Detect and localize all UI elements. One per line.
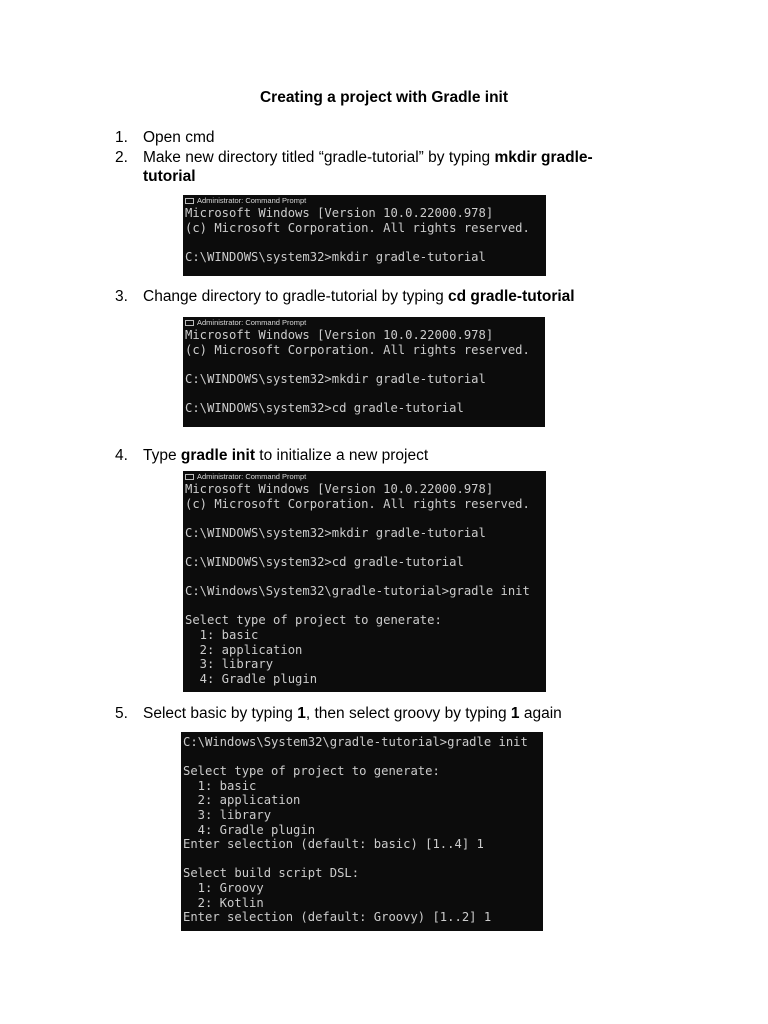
step-text [143, 446, 428, 465]
step-text [143, 287, 575, 306]
terminal-line: C:\Windows\System32\gradle-tutorial>gradle init [183, 735, 528, 749]
terminal-line: 2: application [183, 793, 301, 808]
window-title-bar [183, 317, 545, 328]
command-prompt-screenshot [183, 195, 546, 276]
step-number: 3. [115, 288, 128, 305]
step-text-plain: Make new directory titled “gradle-tutorial” by typing [143, 149, 495, 166]
terminal-output [181, 735, 543, 925]
terminal-line [185, 357, 545, 372]
step-text-plain: Change directory to gradle-tutorial by typing [143, 288, 448, 305]
terminal-line: C:\WINDOWS\system32>mkdir gradle-tutorial [185, 371, 486, 386]
terminal-line [185, 511, 546, 526]
cmd-icon [185, 320, 194, 326]
terminal-line: 3: library [185, 657, 274, 672]
step-command: 1 [297, 705, 306, 722]
cmd-icon [185, 198, 194, 204]
terminal-line [185, 540, 546, 555]
terminal-line [185, 386, 545, 401]
step-text-plain: to initialize a new project [255, 447, 429, 464]
command-prompt-screenshot [183, 317, 545, 427]
terminal-line: C:\WINDOWS\system32>mkdir gradle-tutorial [185, 525, 486, 540]
step-number: 5. [115, 705, 128, 722]
command-prompt-screenshot [183, 471, 546, 692]
terminal-line: 2: application [185, 642, 303, 657]
terminal-line: Enter selection (default: basic) [1..4] 1 [183, 837, 484, 852]
terminal-line: (c) Microsoft Corporation. All rights reserved. [185, 220, 530, 235]
step-text-plain: Select basic by typing [143, 705, 298, 722]
window-title: Administrator: Command Prompt [197, 196, 307, 205]
step-text-plain: , then select groovy by typing [305, 705, 511, 722]
terminal-line [183, 852, 543, 867]
terminal-line: Microsoft Windows [Version 10.0.22000.978] [185, 482, 494, 496]
step-command: 1 [510, 705, 520, 722]
terminal-line: Select build script DSL: [183, 866, 360, 881]
terminal-output [183, 206, 546, 264]
terminal-line [183, 750, 543, 765]
terminal-line: 1: Groovy [183, 880, 264, 895]
terminal-line: (c) Microsoft Corporation. All rights reserved. [185, 496, 530, 511]
window-title: Administrator: Command Prompt [197, 472, 307, 481]
terminal-line: Select type of project to generate: [183, 764, 440, 779]
step-command: tutorial [143, 168, 196, 185]
window-title: Administrator: Command Prompt [197, 318, 307, 327]
terminal-line [185, 599, 546, 614]
step-command: gradle init [180, 447, 255, 464]
terminal-line: Microsoft Windows [Version 10.0.22000.978] [185, 206, 494, 220]
window-title-bar [183, 471, 546, 482]
terminal-output [183, 328, 545, 416]
step-text-plain: again [519, 705, 562, 722]
step-text [143, 128, 215, 147]
terminal-line: 4: Gradle plugin [185, 671, 318, 686]
command-prompt-screenshot [181, 732, 543, 931]
step-text [143, 148, 593, 167]
step-text-plain: Type [143, 447, 181, 464]
document-title: Creating a project with Gradle init [259, 89, 509, 106]
cmd-icon [185, 474, 194, 480]
terminal-line: C:\WINDOWS\system32>cd gradle-tutorial [185, 554, 464, 569]
window-title-bar [183, 195, 546, 206]
step-command: mkdir gradle- [494, 149, 593, 166]
terminal-line: 2: Kotlin [183, 895, 264, 910]
terminal-line: (c) Microsoft Corporation. All rights reserved. [185, 342, 530, 357]
step-number: 2. [115, 149, 128, 166]
terminal-line: C:\WINDOWS\system32>cd gradle-tutorial [185, 400, 464, 415]
terminal-line: 3: library [183, 807, 272, 822]
terminal-line [185, 570, 546, 585]
terminal-line: Microsoft Windows [Version 10.0.22000.978] [185, 328, 494, 342]
step-text [143, 704, 562, 723]
terminal-line: 1: basic [183, 778, 257, 793]
terminal-line: Select type of project to generate: [185, 613, 442, 628]
terminal-line: 1: basic [185, 627, 259, 642]
terminal-line: C:\Windows\System32\gradle-tutorial>gradle init [185, 584, 530, 599]
step-number: 4. [115, 447, 128, 464]
terminal-line: 4: Gradle plugin [183, 822, 316, 837]
step-number: 1. [115, 129, 128, 146]
step-text-plain: Open cmd [143, 129, 215, 146]
terminal-line [185, 235, 546, 250]
terminal-line: C:\WINDOWS\system32>mkdir gradle-tutorial [185, 249, 486, 264]
step-text-continued [143, 167, 196, 186]
terminal-line: Enter selection (default: Groovy) [1..2] 1 [183, 910, 492, 925]
step-command: cd gradle-tutorial [448, 288, 575, 305]
terminal-output [183, 482, 546, 686]
